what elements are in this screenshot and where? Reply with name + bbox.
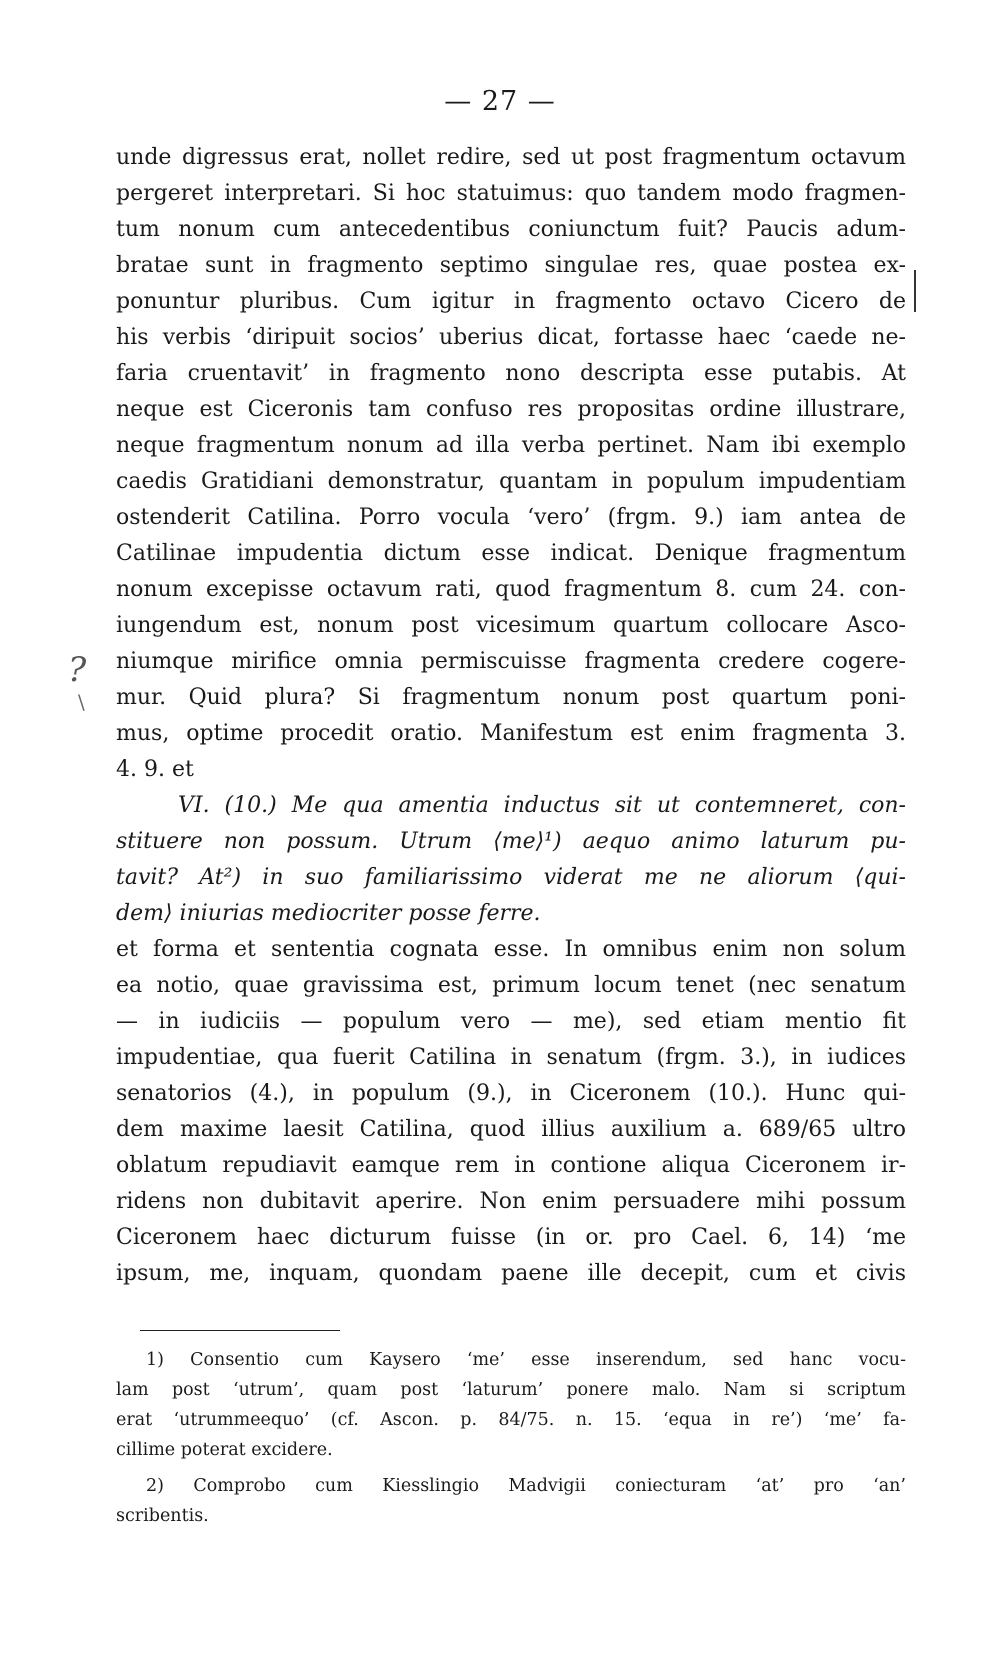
text-line: niumque mirifice omnia permiscuisse fragmenta credere cogere-: [116, 649, 906, 674]
text-line: oblatum repudiavit eamque rem in contione aliqua Ciceronem ir-: [116, 1153, 906, 1178]
text-line: ridens non dubitavit aperire. Non enim persuadere mihi possum: [116, 1189, 906, 1214]
text-line: Ciceronem haec dicturum fuisse (in or. pro Cael. 6, 14) ‘me: [116, 1225, 906, 1250]
quoted-fragment-line: dem⟩ iniurias mediocriter posse ferre.: [116, 901, 541, 926]
text-line: Catilinae impudentia dictum esse indicat. Denique fragmentum: [116, 541, 906, 566]
footnote-line: 2) Comprobo cum Kiesslingio Madvigii coniecturam ‘at’ pro ‘an’: [146, 1476, 906, 1496]
quoted-fragment-line: stituere non possum. Utrum ⟨me⟩¹) aequo animo laturum pu-: [116, 829, 906, 854]
footnote-divider: [140, 1330, 340, 1331]
text-line: dem maxime laesit Catilina, quod illius auxilium a. 689/65 ultro: [116, 1117, 906, 1142]
text-line: ea notio, quae gravissima est, primum locum tenet (nec senatum: [116, 973, 906, 998]
text-line: mus, optime procedit oratio. Manifestum est enim fragmenta 3.: [116, 721, 906, 746]
text-line: neque fragmentum nonum ad illa verba pertinet. Nam ibi exemplo: [116, 433, 906, 458]
text-line: pergeret interpretari. Si hoc statuimus: quo tandem modo fragmen-: [116, 181, 906, 206]
margin-bracket: [914, 270, 916, 312]
footnote-line: cillime poterat excidere.: [116, 1440, 333, 1460]
text-line: senatorios (4.), in populum (9.), in Ciceronem (10.). Hunc qui-: [116, 1081, 906, 1106]
text-line: mur. Quid plura? Si fragmentum nonum post quartum poni-: [116, 685, 906, 710]
footnote-line: lam post ‘utrum’, quam post ‘laturum’ ponere malo. Nam si scriptum: [116, 1380, 906, 1400]
text-line: nonum excepisse octavum rati, quod fragmentum 8. cum 24. con-: [116, 577, 906, 602]
text-line: tum nonum cum antecedentibus coniunctum fuit? Paucis adum-: [116, 217, 906, 242]
text-line: caedis Gratidiani demonstratur, quantam in populum impudentiam: [116, 469, 906, 494]
text-line: et forma et sententia cognata esse. In omnibus enim non solum: [116, 937, 906, 962]
text-line: faria cruentavit’ in fragmento nono descripta esse putabis. At: [116, 361, 906, 386]
footnote-line: 1) Consentio cum Kaysero ‘me’ esse inserendum, sed hanc vocu-: [146, 1350, 906, 1370]
text-line: his verbis ‘diripuit socios’ uberius dicat, fortasse haec ‘caede ne-: [116, 325, 906, 350]
footnote-line: scribentis.: [116, 1506, 209, 1526]
quoted-fragment-line: VI. (10.) Me qua amentia inductus sit ut contemneret, con-: [178, 793, 906, 818]
text-line: neque est Ciceronis tam confuso res propositas ordine illustrare,: [116, 397, 906, 422]
text-line: unde digressus erat, nollet redire, sed ut post fragmentum octavum: [116, 145, 906, 170]
footnote-line: erat ‘utrummeequo’ (cf. Ascon. p. 84/75. n. 15. ‘equa in re’) ‘me’ fa-: [116, 1410, 906, 1430]
text-line: impudentiae, qua fuerit Catilina in senatum (frgm. 3.), in iudices: [116, 1045, 906, 1070]
quoted-fragment-line: tavit? At²) in suo familiarissimo viderat me ne aliorum ⟨qui-: [116, 865, 906, 890]
text-line: ipsum, me, inquam, quondam paene ille decepit, cum et civis: [116, 1261, 906, 1286]
text-line: — in iudiciis — populum vero — me), sed etiam mentio fit: [116, 1009, 906, 1034]
margin-tick: \: [78, 690, 85, 714]
text-line: ponuntur pluribus. Cum igitur in fragmento octavo Cicero de: [116, 289, 906, 314]
margin-annotation: ?: [68, 650, 87, 690]
text-line: ostenderit Catilina. Porro vocula ‘vero’ (frgm. 9.) iam antea de: [116, 505, 906, 530]
text-line: bratae sunt in fragmento septimo singulae res, quae postea ex-: [116, 253, 906, 278]
text-line: iungendum est, nonum post vicesimum quartum collocare Asco-: [116, 613, 906, 638]
page-number: — 27 —: [444, 86, 556, 117]
text-line: 4. 9. et: [116, 757, 194, 782]
